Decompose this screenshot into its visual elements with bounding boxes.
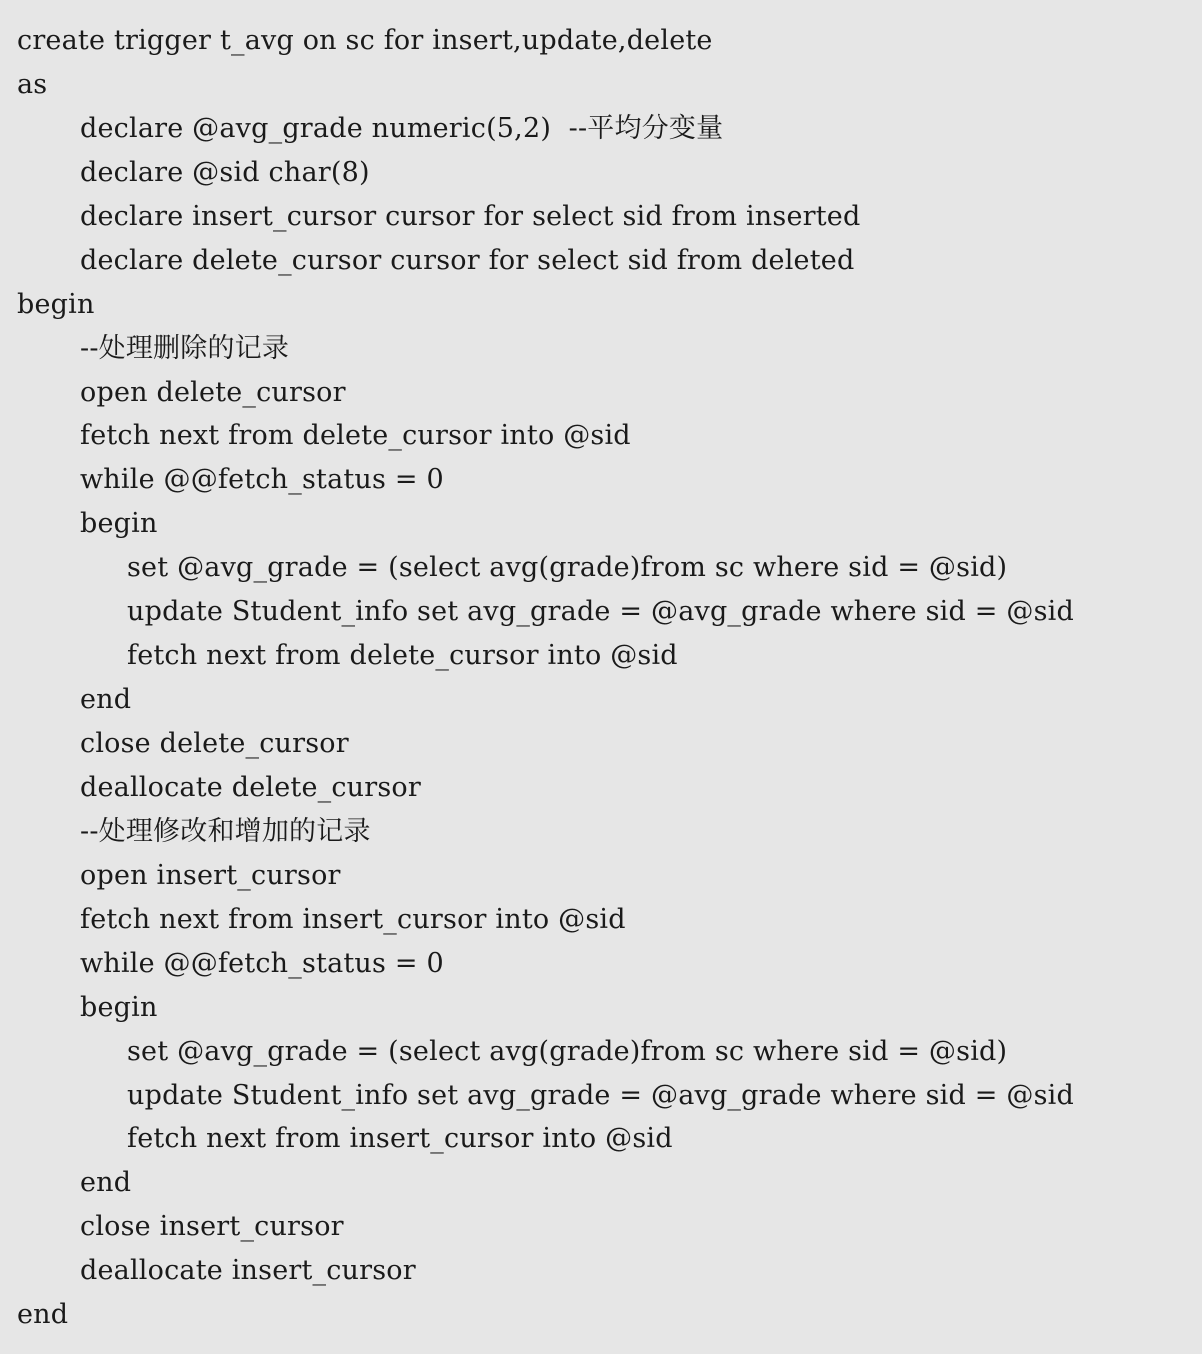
code-line: deallocate insert_cursor	[80, 1255, 416, 1287]
code-line: open delete_cursor	[80, 376, 346, 408]
code-line: close insert_cursor	[80, 1211, 344, 1243]
code-line: begin	[17, 288, 95, 320]
code-line: set @avg_grade = (select avg(grade)from sc where sid = @sid)	[127, 552, 1008, 584]
code-line: update Student_info set avg_grade = @avg_grade where sid = @sid	[127, 1079, 1074, 1111]
code-line: deallocate delete_cursor	[80, 771, 421, 803]
code-line: declare delete_cursor cursor for select sid from deleted	[80, 244, 855, 276]
code-line: declare @avg_grade numeric(5,2) --平均分变量	[80, 112, 724, 144]
code-line: begin	[80, 991, 158, 1023]
code-line: fetch next from delete_cursor into @sid	[127, 640, 678, 672]
code-line: open insert_cursor	[80, 859, 341, 891]
code-line: declare insert_cursor cursor for select sid from inserted	[80, 200, 861, 232]
code-line: as	[17, 68, 48, 100]
code-line: end	[17, 1299, 69, 1331]
code-line: end	[80, 1167, 132, 1199]
code-line: fetch next from insert_cursor into @sid	[80, 903, 626, 935]
code-line: end	[80, 684, 132, 716]
code-line: declare @sid char(8)	[80, 156, 370, 188]
code-line: fetch next from delete_cursor into @sid	[80, 420, 631, 452]
code-line: set @avg_grade = (select avg(grade)from sc where sid = @sid)	[127, 1035, 1008, 1067]
code-line: begin	[80, 508, 158, 540]
code-comment: --处理删除的记录	[80, 332, 290, 364]
code-line: while @@fetch_status = 0	[80, 464, 444, 496]
code-line: close delete_cursor	[80, 728, 349, 759]
code-line: update Student_info set avg_grade = @avg_grade where sid = @sid	[127, 596, 1074, 628]
code-line: create trigger t_avg on sc for insert,update,delete	[17, 25, 713, 56]
code-line: fetch next from insert_cursor into @sid	[127, 1123, 673, 1155]
code-comment: --处理修改和增加的记录	[80, 815, 371, 847]
code-line: while @@fetch_status = 0	[80, 947, 444, 979]
